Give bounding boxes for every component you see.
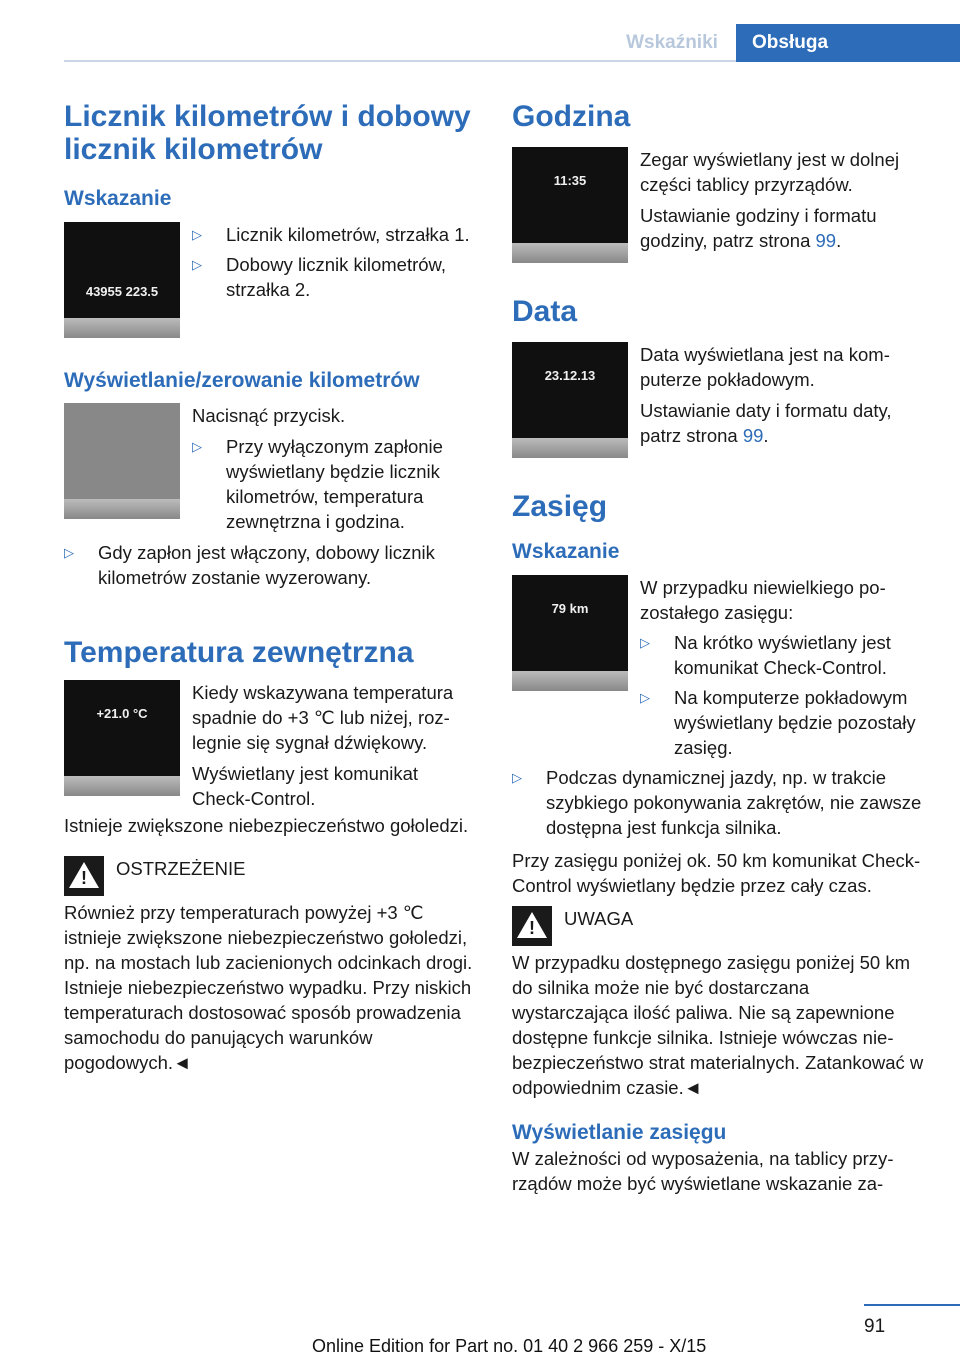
range-title: Zasięg [512, 490, 608, 523]
range-image: 79 km [512, 575, 628, 691]
reset-subtitle: Wyświetlanie/zerowanie kilometrów [64, 369, 420, 392]
odometer-subtitle: Wskazanie [64, 187, 172, 210]
clock-text-1: Zegar wyświetlany jest w dolnej części tablicy przyrządów. [640, 149, 900, 195]
reset-instruction: Nacisnąć przycisk. [192, 405, 346, 426]
list-item: ▷ Gdy zapłon jest włączony, dobowy licznik kilometrów zostanie wyzerowany. [64, 540, 478, 590]
date-text-2: Ustawianie daty i formatu daty, patrz strona 99. [640, 400, 892, 446]
reset-bullets-b [64, 540, 478, 590]
reset-bullets-a [192, 434, 478, 534]
reset-button-image [64, 403, 180, 519]
clock-page-link[interactable]: 99 [815, 230, 837, 251]
list-item: ▷ Dobowy licznik kilometrów, strzałka 2. [192, 252, 478, 302]
list-item: ▷ Licznik kilometrów, strzałka 1. [192, 222, 478, 247]
footer-edition-note: Online Edition for Part no. 01 40 2 966 259 - X/15 [312, 1336, 707, 1356]
date-text-1: Data wyświetlana jest na komputerze pokładowym. [640, 344, 890, 390]
range-display-text: W zależności od wyposażenia, na tablicy przyrządów może być wyświetlane wskazanie za- [512, 1148, 894, 1194]
page-number: 91 [864, 1316, 886, 1337]
range-text-2: Przy zasięgu poniżej ok. 50 km komunikat Check-Control wyświetlany będzie przez cały czas. [512, 850, 921, 896]
list-item: ▷ Przy wyłączonym zapłonie wyświetlany będzie licznik kilometrów, temperatura zewnętrzna i godzina. [192, 434, 478, 534]
warning-text: Również przy temperaturach powyżej +3 ℃ istnieje zwiększone niebezpieczeństwo gołoledzi, np. na mostach lub zacienionych odcinkach drogi. Istnieje niebezpieczeństwo wypadku. Przy niskich temperaturach dostosować sposób prowadzenia samochodu do panujących warunków pogodowych.◄ [64, 902, 473, 1073]
left-column [64, 100, 478, 1075]
note-title: UWAGA [564, 908, 634, 929]
temperature-title: Temperatura zewnętrzna [64, 636, 414, 669]
temperature-text-1: Kiedy wskazywana temperatura spadnie do +3 ℃ lub niżej, rozlegnie się sygnał dźwiękowy. [192, 682, 454, 753]
odometer-image: 43955 223.5 [64, 222, 180, 338]
range-bullets-a [640, 630, 928, 760]
range-text-1: W przypadku niewielkiego pozostałego zasięgu: [640, 577, 886, 623]
temperature-image: +21.0 °C [64, 680, 180, 796]
date-image: 23.12.13 [512, 342, 628, 458]
clock-text-2: Ustawianie godziny i formatu godziny, patrz strona 99. [640, 205, 877, 251]
warning-icon [64, 856, 104, 896]
warning-title: OSTRZEŻENIE [116, 858, 246, 879]
list-item: ▷ Podczas dynamicznej jazdy, np. w trakcie szybkiego pokonywania zakrętów, nie zawsze dostępna jest funkcja silnika. [512, 765, 928, 840]
temperature-text-3: Istnieje zwiększone niebezpieczeństwo gołoledzi. [64, 815, 469, 836]
clock-image: 11:35 [512, 147, 628, 263]
footer-rule [864, 1304, 960, 1306]
odometer-bullets [192, 222, 478, 338]
range-bullets-b [512, 765, 928, 840]
temperature-text-2: Wyświetlany jest komunikat Check-Control. [192, 763, 419, 809]
note-warning-icon [512, 906, 552, 946]
date-page-link[interactable]: 99 [742, 425, 764, 446]
range-display-subtitle: Wyświetlanie zasięgu [512, 1121, 727, 1144]
right-column [512, 100, 928, 1196]
clock-title: Godzina [512, 100, 631, 133]
list-item: ▷ Na komputerze pokładowym wyświetlany będzie pozostały zasięg. [640, 685, 928, 760]
date-title: Data [512, 295, 578, 328]
odometer-title: Licznik kilometrów i dobowy licznik kilometrów [64, 100, 471, 166]
list-item: ▷ Na krótko wyświetlany jest komunikat Check-Control. [640, 630, 928, 680]
tab-obsluga[interactable]: Obsługa [736, 24, 960, 62]
note-text: W przypadku dostępnego zasięgu poniżej 50 km do silnika może nie być dostarczana wystarczająca ilość paliwa. Nie są zapewnione dostępne funkcje silnika. Istnieje wówczas niebezpieczeństwo strat materialnych. Zatankować w odpowiednim czasie.◄ [512, 952, 924, 1098]
range-subtitle: Wskazanie [512, 540, 620, 563]
tab-wskazniki[interactable]: Wskaźniki [626, 32, 718, 53]
